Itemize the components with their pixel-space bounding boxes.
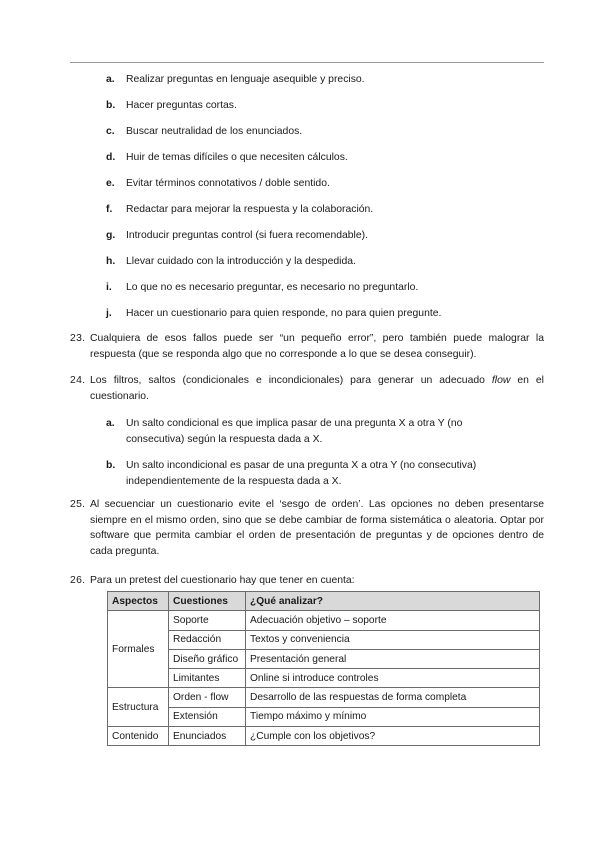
flow-term: flow — [491, 375, 511, 386]
analysis-cell: ¿Cumple con los objetivos? — [246, 727, 540, 746]
question-cell: Redacción — [169, 630, 246, 649]
item-number: 26. — [70, 575, 86, 586]
item-text: Lo que no es necesario preguntar, es necesario no preguntarlo. — [126, 282, 419, 293]
aspect-cell: Formales — [108, 611, 169, 688]
jumps-list — [106, 416, 506, 489]
list-item — [106, 254, 544, 280]
item-letter: g. — [106, 230, 116, 241]
table-row — [108, 688, 540, 707]
text-before: Los filtros, saltos (condicionales e incondicionales) para generar un adecuado — [90, 375, 492, 386]
item-letter: f. — [106, 204, 113, 215]
item-text: Para un pretest del cuestionario hay que tener en cuenta: — [90, 575, 355, 586]
analysis-cell: Desarrollo de las respuestas de forma completa — [246, 688, 540, 707]
table-row — [108, 611, 540, 630]
header-rule — [70, 62, 544, 63]
item-letter: i. — [106, 282, 112, 293]
list-item — [106, 150, 544, 176]
list-item — [106, 458, 506, 489]
question-cell: Soporte — [169, 611, 246, 630]
item-text: Hacer un cuestionario para quien responde, no para quien pregunte. — [126, 308, 442, 319]
item-number: 24. — [70, 375, 86, 386]
question-cell: Extensión — [169, 707, 246, 726]
table-row — [108, 630, 540, 649]
item-text: Redactar para mejorar la respuesta y la colaboración. — [126, 204, 374, 215]
header-que-analizar: ¿Qué analizar? — [246, 592, 540, 611]
table-row — [108, 649, 540, 668]
question-cell: Diseño gráfico — [169, 649, 246, 668]
list-item — [106, 72, 544, 98]
list-item — [106, 202, 544, 228]
list-item — [106, 416, 506, 458]
list-item — [106, 176, 544, 202]
analysis-cell: Online si introduce controles — [246, 669, 540, 688]
item-text: Buscar neutralidad de los enunciados. — [126, 126, 303, 137]
item-text: Un salto incondicional es pasar de una pregunta X a otra Y (no consecutiva) independientemente de la respuesta dada a X. — [126, 460, 477, 487]
table-row — [108, 707, 540, 726]
item-text: Llevar cuidado con la introducción y la despedida. — [126, 256, 356, 267]
item-text: Huir de temas difíciles o que necesiten cálculos. — [126, 152, 348, 163]
item-letter: h. — [106, 256, 116, 267]
item-letter: d. — [106, 152, 116, 163]
aspect-cell: Contenido — [108, 727, 169, 746]
item-letter: j. — [106, 308, 112, 319]
list-item — [106, 280, 544, 306]
analysis-cell: Adecuación objetivo – soporte — [246, 611, 540, 630]
list-item — [106, 306, 544, 332]
item-letter: c. — [106, 126, 115, 137]
list-item — [106, 228, 544, 254]
text-after: en el cuestionario. — [90, 375, 544, 402]
item-letter: b. — [106, 100, 116, 111]
item-text — [90, 373, 544, 404]
item-letter: a. — [106, 418, 115, 429]
list-item — [106, 124, 544, 150]
header-cuestiones: Cuestiones — [169, 592, 246, 611]
recommendations-list — [106, 72, 544, 332]
analysis-cell: Presentación general — [246, 649, 540, 668]
header-aspectos: Aspectos — [108, 592, 169, 611]
numbered-item-23 — [70, 331, 544, 362]
numbered-item-26 — [70, 573, 544, 589]
item-number: 23. — [70, 333, 86, 344]
item-letter: a. — [106, 74, 115, 85]
list-item — [106, 98, 544, 124]
item-number: 25. — [70, 499, 86, 510]
analysis-cell: Textos y conveniencia — [246, 630, 540, 649]
item-text: Evitar términos connotativos / doble sentido. — [126, 178, 330, 189]
item-text: Al secuenciar un cuestionario evite el ‘sesgo de orden’. Las opciones no deben presentarse siempre en el mismo orden, sino que se debe cambiar de forma sistemática o aleatoria. Optar por software que permita cambiar el orden de presentación de preguntas y de opciones dentro de cada pregunta. — [90, 499, 544, 557]
item-text: Cualquiera de esos fallos puede ser “un pequeño error”, pero también puede malograr la respuesta (que se responda algo que no corresponde a lo que se desea conseguir). — [90, 333, 544, 360]
aspect-cell: Estructura — [108, 688, 169, 727]
item-text: Realizar preguntas en lenguaje asequible y preciso. — [126, 74, 365, 85]
item-letter: b. — [106, 460, 116, 471]
item-text: Introducir preguntas control (si fuera recomendable). — [126, 230, 368, 241]
item-text: Un salto condicional es que implica pasar de una pregunta X a otra Y (no consecutiva) según la respuesta dada a X. — [126, 418, 463, 445]
pretest-table — [107, 591, 540, 746]
table-header-row — [108, 592, 540, 611]
numbered-item-25 — [70, 497, 544, 559]
question-cell: Enunciados — [169, 727, 246, 746]
table-row — [108, 727, 540, 746]
table-row — [108, 669, 540, 688]
question-cell: Limitantes — [169, 669, 246, 688]
item-letter: e. — [106, 178, 115, 189]
question-cell: Orden - flow — [169, 688, 246, 707]
numbered-item-24 — [70, 373, 544, 404]
item-text: Hacer preguntas cortas. — [126, 100, 237, 111]
analysis-cell: Tiempo máximo y mínimo — [246, 707, 540, 726]
